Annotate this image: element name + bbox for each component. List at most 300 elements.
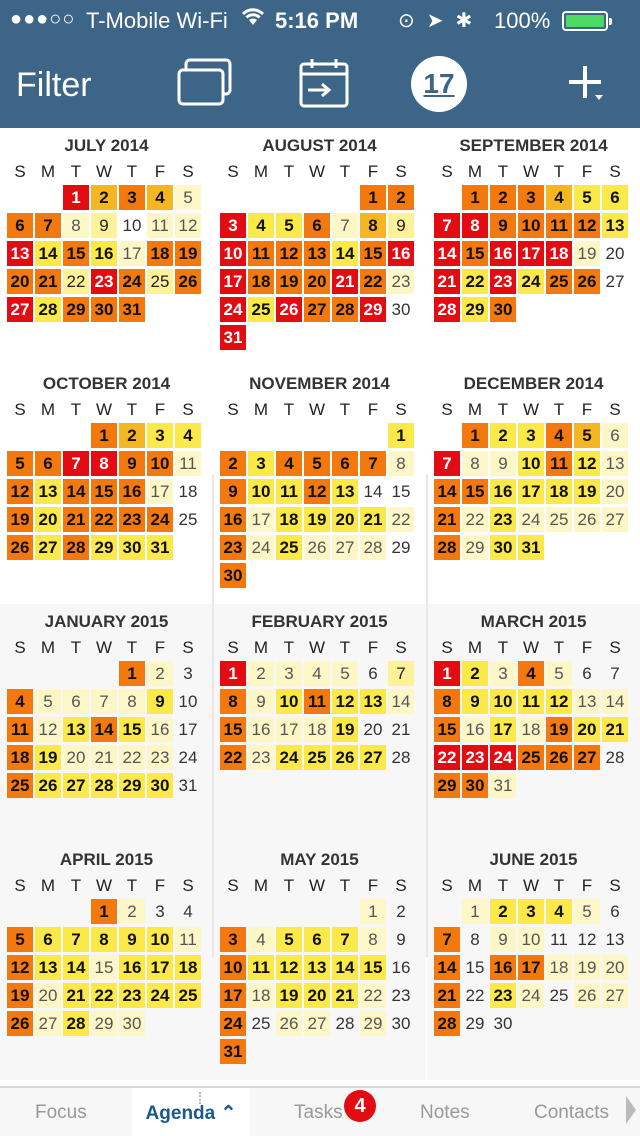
day-cell[interactable]: 13	[35, 955, 61, 980]
day-cell[interactable]: 10	[178, 692, 198, 711]
add-icon[interactable]	[566, 62, 610, 106]
day-cell[interactable]: 22	[462, 507, 488, 532]
day-cell[interactable]: 9	[91, 213, 117, 238]
day-cell[interactable]: 14	[332, 241, 358, 266]
day-cell[interactable]: 12	[546, 689, 572, 714]
day-cell[interactable]: 11	[276, 479, 302, 504]
day-cell[interactable]: 12	[577, 930, 597, 949]
day-cell[interactable]: 13	[304, 955, 330, 980]
day-cell[interactable]: 23	[220, 535, 246, 560]
day-cell[interactable]: 4	[304, 661, 330, 686]
day-cell[interactable]: 5	[574, 423, 600, 448]
day-cell[interactable]: 8	[91, 451, 117, 476]
day-cell[interactable]: 22	[434, 745, 460, 770]
day-cell[interactable]: 29	[434, 773, 460, 798]
day-cell[interactable]: 13	[360, 689, 386, 714]
day-cell[interactable]: 14	[63, 479, 89, 504]
day-cell[interactable]: 5	[574, 185, 600, 210]
day-cell[interactable]: 11	[175, 451, 201, 476]
day-cell[interactable]: 4	[546, 899, 572, 924]
day-cell[interactable]: 11	[304, 689, 330, 714]
day-cell[interactable]: 13	[602, 213, 628, 238]
tab-contacts[interactable]: Contacts	[534, 1102, 609, 1123]
tab-tasks[interactable]: Tasks	[294, 1102, 343, 1123]
day-cell[interactable]: 7	[434, 451, 460, 476]
day-cell[interactable]: 10	[147, 451, 173, 476]
day-cell[interactable]: 5	[7, 927, 33, 952]
day-cell[interactable]: 10	[490, 689, 516, 714]
day-cell[interactable]: 8	[434, 689, 460, 714]
day-cell[interactable]: 31	[490, 773, 516, 798]
day-cell[interactable]: 26	[546, 745, 572, 770]
day-cell[interactable]: 18	[175, 955, 201, 980]
day-cell[interactable]: 20	[35, 507, 61, 532]
duplicate-icon[interactable]	[176, 58, 234, 108]
day-cell[interactable]: 2	[490, 899, 516, 924]
day-cell[interactable]: 16	[490, 479, 516, 504]
day-cell[interactable]: 12	[574, 213, 600, 238]
day-cell[interactable]: 22	[63, 269, 89, 294]
day-cell[interactable]: 27	[360, 745, 386, 770]
day-cell[interactable]: 31	[220, 325, 246, 350]
day-cell[interactable]: 27	[63, 773, 89, 798]
day-cell[interactable]: 14	[363, 482, 383, 501]
day-cell[interactable]: 9	[119, 451, 145, 476]
day-cell[interactable]: 8	[119, 689, 145, 714]
day-cell[interactable]: 30	[147, 773, 173, 798]
day-cell[interactable]: 18	[546, 241, 572, 266]
day-cell[interactable]: 8	[462, 213, 488, 238]
day-cell[interactable]: 7	[63, 451, 89, 476]
day-cell[interactable]: 6	[582, 664, 592, 683]
day-cell[interactable]: 20	[304, 983, 330, 1008]
day-cell[interactable]: 28	[35, 297, 61, 322]
day-cell[interactable]: 4	[7, 689, 33, 714]
day-cell[interactable]: 25	[276, 535, 302, 560]
day-cell[interactable]: 1	[462, 899, 488, 924]
day-cell[interactable]: 3	[220, 927, 246, 952]
day-cell[interactable]: 20	[605, 244, 625, 263]
month-title[interactable]: MARCH 2015	[480, 612, 587, 631]
day-cell[interactable]: 6	[368, 664, 378, 683]
day-cell[interactable]: 28	[63, 535, 89, 560]
day-cell[interactable]: 11	[546, 451, 572, 476]
day-cell[interactable]: 11	[248, 955, 274, 980]
day-cell[interactable]: 22	[360, 983, 386, 1008]
day-cell[interactable]: 1	[360, 899, 386, 924]
day-cell[interactable]: 1	[63, 185, 89, 210]
chevron-right-icon[interactable]	[626, 1096, 636, 1124]
day-cell[interactable]: 13	[605, 930, 625, 949]
day-cell[interactable]: 20	[602, 479, 628, 504]
day-cell[interactable]: 2	[396, 902, 406, 921]
day-cell[interactable]: 26	[7, 535, 33, 560]
day-cell[interactable]: 24	[119, 269, 145, 294]
day-cell[interactable]: 9	[490, 451, 516, 476]
day-cell[interactable]: 30	[119, 1011, 145, 1036]
day-cell[interactable]: 21	[434, 269, 460, 294]
day-cell[interactable]: 11	[175, 927, 201, 952]
month-title[interactable]: DECEMBER 2014	[463, 374, 604, 393]
day-cell[interactable]: 8	[388, 451, 414, 476]
day-cell[interactable]: 13	[304, 241, 330, 266]
day-cell[interactable]: 2	[462, 661, 488, 686]
day-cell[interactable]: 1	[462, 423, 488, 448]
day-cell[interactable]: 23	[490, 507, 516, 532]
day-cell[interactable]: 21	[332, 269, 358, 294]
day-cell[interactable]: 14	[434, 241, 460, 266]
day-cell[interactable]: 18	[248, 983, 274, 1008]
day-cell[interactable]: 13	[63, 717, 89, 742]
day-cell[interactable]: 25	[147, 269, 173, 294]
day-cell[interactable]: 3	[276, 661, 302, 686]
day-cell[interactable]: 9	[396, 930, 406, 949]
day-cell[interactable]: 16	[490, 241, 516, 266]
day-cell[interactable]: 29	[63, 297, 89, 322]
day-cell[interactable]: 9	[462, 689, 488, 714]
day-cell[interactable]: 21	[360, 507, 386, 532]
day-cell[interactable]: 8	[63, 213, 89, 238]
day-cell[interactable]: 27	[35, 1011, 61, 1036]
day-cell[interactable]: 9	[147, 689, 173, 714]
day-cell[interactable]: 17	[119, 241, 145, 266]
day-cell[interactable]: 27	[35, 535, 61, 560]
day-cell[interactable]: 9	[490, 213, 516, 238]
day-cell[interactable]: 3	[119, 185, 145, 210]
day-cell[interactable]: 28	[605, 748, 625, 767]
day-cell[interactable]: 3	[490, 661, 516, 686]
day-cell[interactable]: 3	[155, 902, 165, 921]
day-cell[interactable]: 2	[490, 423, 516, 448]
day-cell[interactable]: 20	[35, 983, 61, 1008]
day-cell[interactable]: 20	[332, 507, 358, 532]
day-cell[interactable]: 19	[7, 983, 33, 1008]
day-cell[interactable]: 24	[518, 269, 544, 294]
day-cell[interactable]: 25	[546, 269, 572, 294]
day-cell[interactable]: 31	[518, 535, 544, 560]
day-cell[interactable]: 4	[248, 927, 274, 952]
day-cell[interactable]: 3	[220, 213, 246, 238]
day-cell[interactable]: 19	[35, 745, 61, 770]
day-cell[interactable]: 23	[388, 269, 414, 294]
day-cell[interactable]: 8	[91, 927, 117, 952]
day-cell[interactable]: 15	[462, 479, 488, 504]
day-cell[interactable]: 1	[388, 423, 414, 448]
day-cell[interactable]: 26	[574, 269, 600, 294]
day-cell[interactable]: 7	[360, 451, 386, 476]
day-cell[interactable]: 17	[276, 717, 302, 742]
day-cell[interactable]: 12	[304, 479, 330, 504]
day-cell[interactable]: 26	[7, 1011, 33, 1036]
day-cell[interactable]: 2	[248, 661, 274, 686]
day-cell[interactable]: 20	[7, 269, 33, 294]
day-cell[interactable]: 5	[546, 661, 572, 686]
day-cell[interactable]: 24	[248, 535, 274, 560]
day-cell[interactable]: 26	[175, 269, 201, 294]
day-cell[interactable]: 11	[147, 213, 173, 238]
day-cell[interactable]: 23	[391, 986, 411, 1005]
day-cell[interactable]: 25	[251, 1014, 271, 1033]
day-cell[interactable]: 23	[490, 269, 516, 294]
day-cell[interactable]: 23	[248, 745, 274, 770]
day-cell[interactable]: 14	[63, 955, 89, 980]
day-cell[interactable]: 24	[220, 1011, 246, 1036]
day-cell[interactable]: 29	[391, 538, 411, 557]
day-cell[interactable]: 1	[220, 661, 246, 686]
day-cell[interactable]: 11	[248, 241, 274, 266]
day-cell[interactable]: 26	[574, 507, 600, 532]
day-cell[interactable]: 8	[220, 689, 246, 714]
today-button[interactable]: 17	[411, 56, 467, 112]
day-cell[interactable]: 14	[35, 241, 61, 266]
day-cell[interactable]: 10	[122, 216, 142, 235]
day-cell[interactable]: 11	[546, 213, 572, 238]
day-cell[interactable]: 26	[276, 1011, 302, 1036]
day-cell[interactable]: 10	[147, 927, 173, 952]
day-cell[interactable]: 3	[518, 423, 544, 448]
day-cell[interactable]: 4	[175, 423, 201, 448]
day-cell[interactable]: 4	[546, 185, 572, 210]
day-cell[interactable]: 28	[63, 1011, 89, 1036]
day-cell[interactable]: 20	[602, 955, 628, 980]
day-cell[interactable]: 22	[119, 745, 145, 770]
day-cell[interactable]: 12	[276, 241, 302, 266]
day-cell[interactable]: 21	[63, 983, 89, 1008]
day-cell[interactable]: 7	[610, 664, 620, 683]
day-cell[interactable]: 9	[119, 927, 145, 952]
day-cell[interactable]: 18	[276, 507, 302, 532]
day-cell[interactable]: 25	[518, 745, 544, 770]
day-cell[interactable]: 15	[63, 241, 89, 266]
day-cell[interactable]: 30	[493, 1014, 513, 1033]
day-cell[interactable]: 6	[35, 451, 61, 476]
day-cell[interactable]: 22	[465, 986, 485, 1005]
day-cell[interactable]: 16	[220, 507, 246, 532]
day-cell[interactable]: 28	[360, 535, 386, 560]
day-cell[interactable]: 12	[175, 213, 201, 238]
day-cell[interactable]: 19	[276, 983, 302, 1008]
day-cell[interactable]: 2	[119, 899, 145, 924]
day-cell[interactable]: 7	[63, 927, 89, 952]
day-cell[interactable]: 5	[304, 451, 330, 476]
day-cell[interactable]: 22	[91, 507, 117, 532]
day-cell[interactable]: 6	[35, 927, 61, 952]
day-cell[interactable]: 11	[518, 689, 544, 714]
day-cell[interactable]: 11	[550, 930, 568, 949]
month-title[interactable]: OCTOBER 2014	[42, 374, 171, 393]
day-cell[interactable]: 18	[178, 482, 198, 501]
day-cell[interactable]: 17	[178, 720, 198, 739]
day-cell[interactable]: 5	[574, 899, 600, 924]
day-cell[interactable]: 5	[175, 185, 201, 210]
day-cell[interactable]: 29	[465, 1014, 485, 1033]
day-cell[interactable]: 18	[304, 717, 330, 742]
day-cell[interactable]: 10	[518, 927, 544, 952]
day-cell[interactable]: 3	[518, 185, 544, 210]
day-cell[interactable]: 30	[490, 535, 516, 560]
day-cell[interactable]: 19	[574, 955, 600, 980]
day-cell[interactable]: 16	[91, 241, 117, 266]
day-cell[interactable]: 24	[490, 745, 516, 770]
day-cell[interactable]: 3	[147, 423, 173, 448]
day-cell[interactable]: 3	[183, 664, 193, 683]
day-cell[interactable]: 20	[63, 745, 89, 770]
day-cell[interactable]: 30	[391, 1014, 411, 1033]
day-cell[interactable]: 13	[602, 451, 628, 476]
day-cell[interactable]: 6	[602, 423, 628, 448]
day-cell[interactable]: 19	[574, 479, 600, 504]
day-cell[interactable]: 16	[119, 955, 145, 980]
day-cell[interactable]: 12	[7, 955, 33, 980]
day-cell[interactable]: 20	[363, 720, 383, 739]
day-cell[interactable]: 24	[147, 983, 173, 1008]
day-cell[interactable]: 15	[91, 955, 117, 980]
day-cell[interactable]: 15	[91, 479, 117, 504]
day-cell[interactable]: 10	[248, 479, 274, 504]
day-cell[interactable]: 13	[35, 479, 61, 504]
day-cell[interactable]: 27	[304, 1011, 330, 1036]
day-cell[interactable]: 18	[248, 269, 274, 294]
day-cell[interactable]: 10	[518, 213, 544, 238]
day-cell[interactable]: 23	[147, 745, 173, 770]
day-cell[interactable]: 29	[360, 1011, 386, 1036]
day-cell[interactable]: 29	[119, 773, 145, 798]
day-cell[interactable]: 2	[147, 661, 173, 686]
month-title[interactable]: AUGUST 2014	[262, 136, 377, 155]
day-cell[interactable]: 17	[147, 955, 173, 980]
day-cell[interactable]: 2	[220, 451, 246, 476]
day-cell[interactable]: 28	[91, 773, 117, 798]
day-cell[interactable]: 25	[7, 773, 33, 798]
day-cell[interactable]: 4	[518, 661, 544, 686]
day-cell[interactable]: 17	[220, 983, 246, 1008]
day-cell[interactable]: 31	[119, 297, 145, 322]
day-cell[interactable]: 7	[434, 927, 460, 952]
day-cell[interactable]: 21	[35, 269, 61, 294]
day-cell[interactable]: 19	[546, 717, 572, 742]
day-cell[interactable]: 14	[434, 479, 460, 504]
day-cell[interactable]: 7	[35, 213, 61, 238]
day-cell[interactable]: 9	[490, 927, 516, 952]
day-cell[interactable]: 30	[220, 563, 246, 588]
day-cell[interactable]: 4	[276, 451, 302, 476]
day-cell[interactable]: 14	[388, 689, 414, 714]
day-cell[interactable]: 28	[391, 748, 411, 767]
day-cell[interactable]: 12	[35, 717, 61, 742]
day-cell[interactable]: 13	[332, 479, 358, 504]
day-cell[interactable]: 25	[178, 510, 198, 529]
day-cell[interactable]: 14	[332, 955, 358, 980]
calendar-import-icon[interactable]	[298, 56, 352, 110]
month-title[interactable]: MAY 2015	[280, 850, 359, 869]
day-cell[interactable]: 27	[332, 535, 358, 560]
day-cell[interactable]: 23	[119, 983, 145, 1008]
day-cell[interactable]: 6	[610, 902, 620, 921]
day-cell[interactable]: 8	[470, 930, 480, 949]
day-cell[interactable]: 31	[178, 776, 198, 795]
day-cell[interactable]: 22	[388, 507, 414, 532]
day-cell[interactable]: 19	[574, 241, 600, 266]
day-cell[interactable]: 12	[332, 689, 358, 714]
day-cell[interactable]: 24	[220, 297, 246, 322]
day-cell[interactable]: 5	[276, 213, 302, 238]
day-cell[interactable]: 7	[434, 213, 460, 238]
day-cell[interactable]: 22	[220, 745, 246, 770]
day-cell[interactable]: 12	[574, 451, 600, 476]
day-cell[interactable]: 18	[7, 745, 33, 770]
day-cell[interactable]: 28	[332, 297, 358, 322]
day-cell[interactable]: 13	[7, 241, 33, 266]
day-cell[interactable]: 29	[360, 297, 386, 322]
day-cell[interactable]: 25	[549, 986, 569, 1005]
day-cell[interactable]: 28	[335, 1014, 355, 1033]
day-cell[interactable]: 2	[91, 185, 117, 210]
day-cell[interactable]: 20	[574, 717, 600, 742]
day-cell[interactable]: 17	[220, 269, 246, 294]
day-cell[interactable]: 31	[147, 535, 173, 560]
day-cell[interactable]: 7	[91, 689, 117, 714]
day-cell[interactable]: 26	[304, 535, 330, 560]
day-cell[interactable]: 1	[360, 185, 386, 210]
month-title[interactable]: APRIL 2015	[59, 850, 154, 869]
day-cell[interactable]: 2	[490, 185, 516, 210]
day-cell[interactable]: 16	[462, 717, 488, 742]
day-cell[interactable]: 20	[304, 269, 330, 294]
day-cell[interactable]: 29	[91, 535, 117, 560]
tab-focus[interactable]: Focus	[35, 1102, 87, 1123]
day-cell[interactable]: 17	[147, 479, 173, 504]
day-cell[interactable]: 31	[220, 1039, 246, 1064]
day-cell[interactable]: 18	[518, 717, 544, 742]
day-cell[interactable]: 16	[147, 717, 173, 742]
day-cell[interactable]: 21	[602, 717, 628, 742]
day-cell[interactable]: 15	[220, 717, 246, 742]
day-cell[interactable]: 17	[490, 717, 516, 742]
day-cell[interactable]: 26	[574, 983, 600, 1008]
day-cell[interactable]: 4	[183, 902, 193, 921]
day-cell[interactable]: 2	[388, 185, 414, 210]
day-cell[interactable]: 17	[518, 479, 544, 504]
day-cell[interactable]: 18	[546, 955, 572, 980]
day-cell[interactable]: 24	[518, 983, 544, 1008]
day-cell[interactable]: 29	[91, 1011, 117, 1036]
day-cell[interactable]: 16	[119, 479, 145, 504]
day-cell[interactable]: 7	[388, 661, 414, 686]
day-cell[interactable]: 25	[304, 745, 330, 770]
filter-button[interactable]: Filter	[16, 66, 92, 104]
day-cell[interactable]: 3	[248, 451, 274, 476]
day-cell[interactable]: 12	[7, 479, 33, 504]
day-cell[interactable]: 23	[462, 745, 488, 770]
day-cell[interactable]: 25	[248, 297, 274, 322]
day-cell[interactable]: 17	[518, 955, 544, 980]
day-cell[interactable]: 25	[546, 507, 572, 532]
day-cell[interactable]: 23	[119, 507, 145, 532]
day-cell[interactable]: 27	[574, 745, 600, 770]
day-cell[interactable]: 19	[304, 507, 330, 532]
day-cell[interactable]: 18	[546, 479, 572, 504]
day-cell[interactable]: 26	[35, 773, 61, 798]
day-cell[interactable]: 6	[304, 927, 330, 952]
day-cell[interactable]: 10	[220, 241, 246, 266]
day-cell[interactable]: 26	[276, 297, 302, 322]
day-cell[interactable]: 8	[462, 451, 488, 476]
day-cell[interactable]: 27	[602, 507, 628, 532]
day-cell[interactable]: 19	[332, 717, 358, 742]
day-cell[interactable]: 9	[388, 213, 414, 238]
day-cell[interactable]: 27	[7, 297, 33, 322]
day-cell[interactable]: 7	[332, 213, 358, 238]
